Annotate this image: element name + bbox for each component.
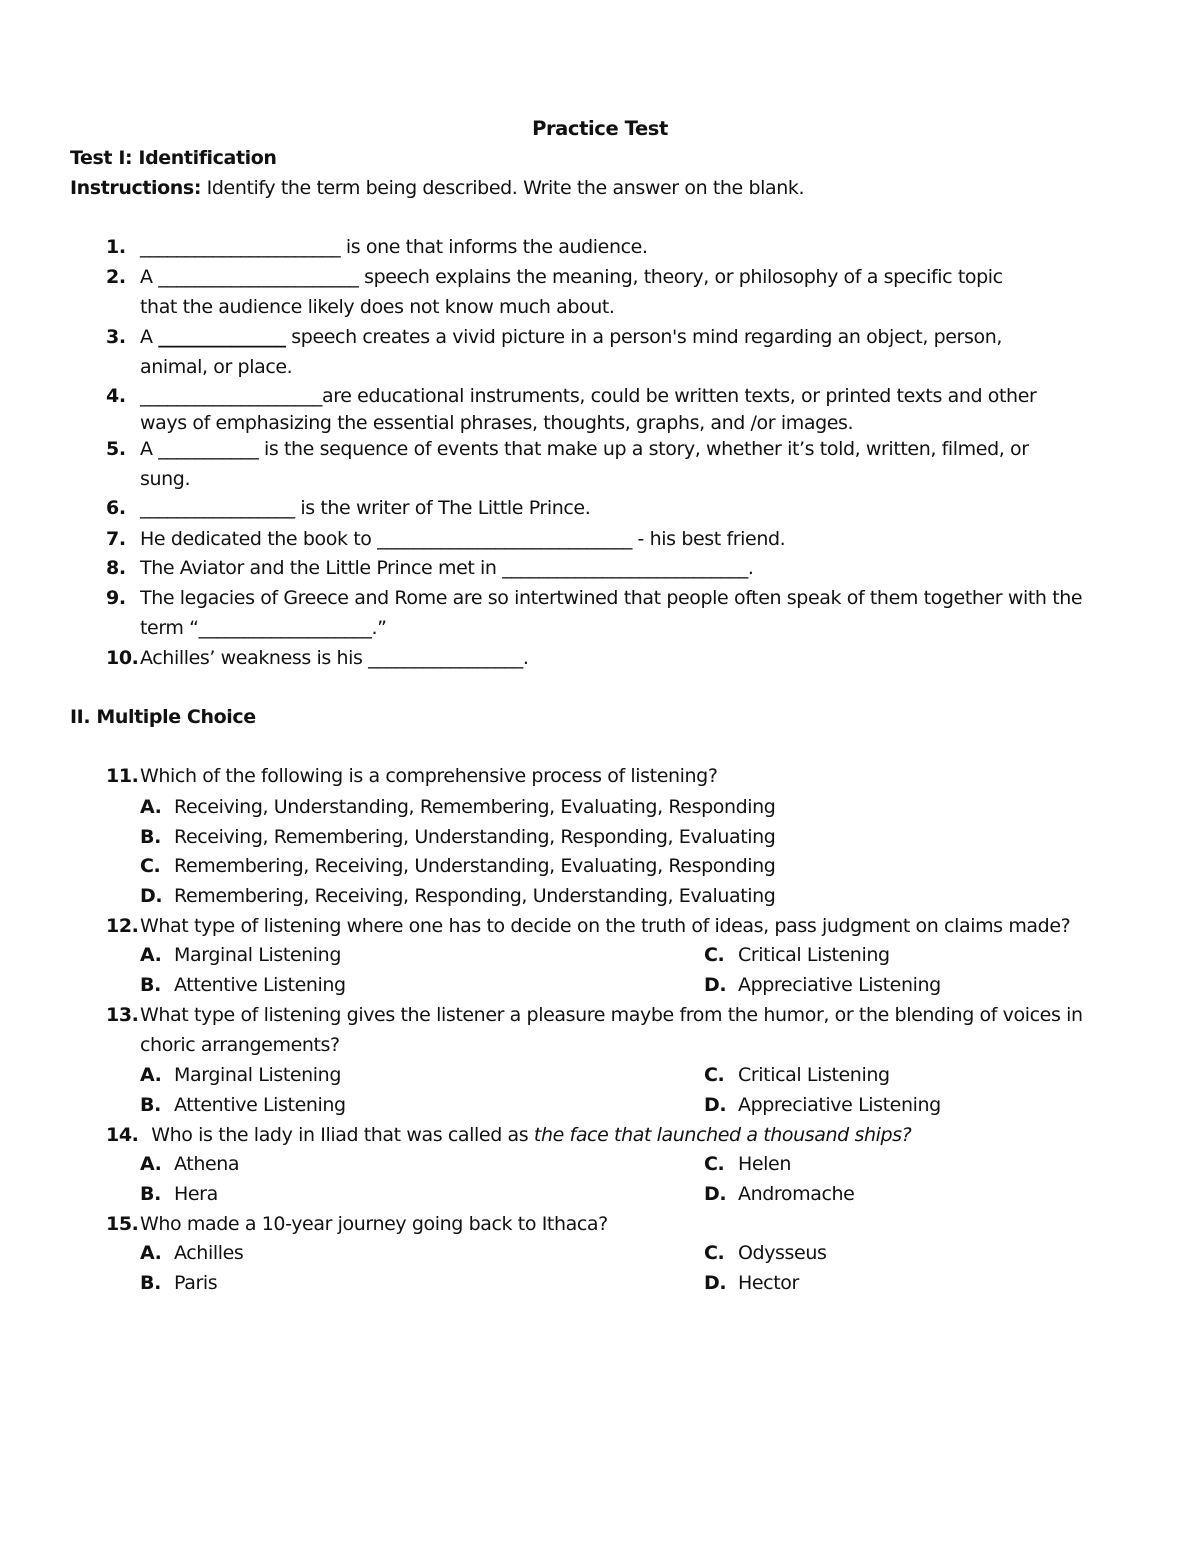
- option-letter: C.: [704, 944, 725, 966]
- option-text: Receiving, Remembering, Understanding, Responding, Evaluating: [174, 826, 776, 848]
- option-text: Hera: [174, 1183, 218, 1205]
- option: [140, 885, 775, 907]
- option: [140, 1272, 217, 1294]
- option: [140, 974, 346, 996]
- option: [140, 1153, 239, 1175]
- option-letter: C.: [704, 1153, 725, 1175]
- page-title: Practice Test: [532, 117, 668, 140]
- option-letter: A.: [140, 944, 162, 966]
- question-number: 12.: [106, 915, 139, 937]
- item-text: Achilles’ weakness is his _________________.: [140, 647, 529, 669]
- option-letter: C.: [704, 1242, 725, 1264]
- option-letter: D.: [704, 974, 727, 996]
- option: [140, 1094, 346, 1116]
- question-number: 13.: [106, 1004, 139, 1026]
- option-letter: B.: [140, 974, 161, 996]
- option-text: Critical Listening: [738, 1064, 890, 1086]
- option-letter: A.: [140, 1242, 162, 1264]
- option-letter: A.: [140, 1064, 162, 1086]
- question-text: [140, 1124, 911, 1146]
- option-letter: C.: [704, 1064, 725, 1086]
- question-text-continued: choric arrangements?: [140, 1034, 340, 1056]
- option: [704, 1153, 791, 1175]
- option-letter: A.: [140, 1153, 162, 1175]
- test2-heading: II. Multiple Choice: [70, 706, 256, 728]
- item-number: 9.: [106, 587, 126, 609]
- option: [704, 974, 941, 996]
- option-text: Appreciative Listening: [738, 1094, 941, 1116]
- option-letter: C.: [140, 855, 161, 877]
- option: [704, 1094, 941, 1116]
- question-text: What type of listening gives the listener a pleasure maybe from the humor, or the blending of voices in: [140, 1004, 1083, 1026]
- item-number: 6.: [106, 497, 126, 519]
- question-number: 11.: [106, 765, 139, 787]
- instructions: [70, 177, 804, 199]
- item-number: 5.: [106, 438, 126, 460]
- option-text: Paris: [174, 1272, 218, 1294]
- item-text: A ___________ is the sequence of events that make up a story, whether it’s told, written, filmed, or: [140, 438, 1029, 460]
- question-number: 14.: [106, 1124, 139, 1146]
- question-text: What type of listening where one has to decide on the truth of ideas, pass judgment on claims made?: [140, 915, 1071, 937]
- item-text: The Aviator and the Little Prince met in ___________________________.: [140, 557, 754, 579]
- option: [140, 855, 775, 877]
- item-text-continued: sung.: [140, 468, 191, 490]
- option-text: Andromache: [738, 1183, 855, 1205]
- option-text: Receiving, Understanding, Remembering, Evaluating, Responding: [174, 796, 776, 818]
- item3-prefix: A: [140, 326, 159, 348]
- item-text: _________________ is the writer of The Little Prince.: [140, 497, 591, 519]
- option-letter: A.: [140, 796, 162, 818]
- option-letter: D.: [140, 885, 163, 907]
- test1-heading: Test I: Identification: [70, 147, 277, 169]
- option-text: Odysseus: [738, 1242, 827, 1264]
- option: [140, 1064, 341, 1086]
- item-text-continued: that the audience likely does not know much about.: [140, 296, 615, 318]
- question-text-plain: Who is the lady in Iliad that was called as: [140, 1124, 534, 1146]
- item-number: 3.: [106, 326, 126, 348]
- option: [140, 826, 775, 848]
- item3-blank: ______________: [158, 326, 286, 348]
- option-letter: D.: [704, 1183, 727, 1205]
- option: [140, 1183, 218, 1205]
- question-number: 15.: [106, 1213, 139, 1235]
- option: [140, 1242, 243, 1264]
- option-text: Critical Listening: [738, 944, 890, 966]
- item-text-continued: animal, or place.: [140, 356, 293, 378]
- option-text: Helen: [738, 1153, 791, 1175]
- option-text: Appreciative Listening: [738, 974, 941, 996]
- option-text: Remembering, Receiving, Understanding, Evaluating, Responding: [174, 855, 776, 877]
- instructions-label: Instructions:: [70, 177, 202, 199]
- option-letter: B.: [140, 1272, 161, 1294]
- question-text-italic: the face that launched a thousand ships?: [533, 1124, 912, 1146]
- item-number: 4.: [106, 385, 126, 407]
- item-number: 10.: [106, 647, 139, 669]
- item-text: He dedicated the book to ____________________________ - his best friend.: [140, 528, 786, 550]
- item-text-continued: term “___________________.”: [140, 617, 387, 639]
- item-text: ______________________ is one that informs the audience.: [140, 236, 648, 258]
- option-text: Hector: [738, 1272, 799, 1294]
- option: [140, 796, 775, 818]
- item-text-continued: ways of emphasizing the essential phrases, thoughts, graphs, and /or images.: [140, 412, 854, 434]
- option-text: Marginal Listening: [174, 1064, 341, 1086]
- option-letter: B.: [140, 1183, 161, 1205]
- item-number: 2.: [106, 266, 126, 288]
- item-text: [140, 326, 1002, 348]
- option: [704, 1064, 890, 1086]
- option-text: Marginal Listening: [174, 944, 341, 966]
- option-text: Attentive Listening: [174, 974, 346, 996]
- item-text: ____________________are educational instruments, could be written texts, or printed texts and other: [140, 385, 1037, 407]
- option-letter: D.: [704, 1094, 727, 1116]
- option: [704, 1272, 799, 1294]
- instructions-text: Identify the term being described. Write the answer on the blank.: [201, 177, 805, 199]
- option-text: Achilles: [174, 1242, 244, 1264]
- option: [704, 1242, 827, 1264]
- option: [140, 944, 341, 966]
- option-text: Attentive Listening: [174, 1094, 346, 1116]
- item-text: The legacies of Greece and Rome are so intertwined that people often speak of them together with the: [140, 587, 1083, 609]
- item-number: 7.: [106, 528, 126, 550]
- option-letter: B.: [140, 826, 161, 848]
- option-letter: D.: [704, 1272, 727, 1294]
- question-text: Which of the following is a comprehensive process of listening?: [140, 765, 718, 787]
- item-number: 1.: [106, 236, 126, 258]
- item-text: A ______________________ speech explains the meaning, theory, or philosophy of a specific topic: [140, 266, 1003, 288]
- item-number: 8.: [106, 557, 126, 579]
- question-text: Who made a 10-year journey going back to Ithaca?: [140, 1213, 608, 1235]
- item3-text: speech creates a vivid picture in a person's mind regarding an object, person,: [291, 326, 1002, 348]
- option-text: Athena: [174, 1153, 240, 1175]
- option-text: Remembering, Receiving, Responding, Understanding, Evaluating: [174, 885, 776, 907]
- option: [704, 1183, 854, 1205]
- option-letter: B.: [140, 1094, 161, 1116]
- option: [704, 944, 890, 966]
